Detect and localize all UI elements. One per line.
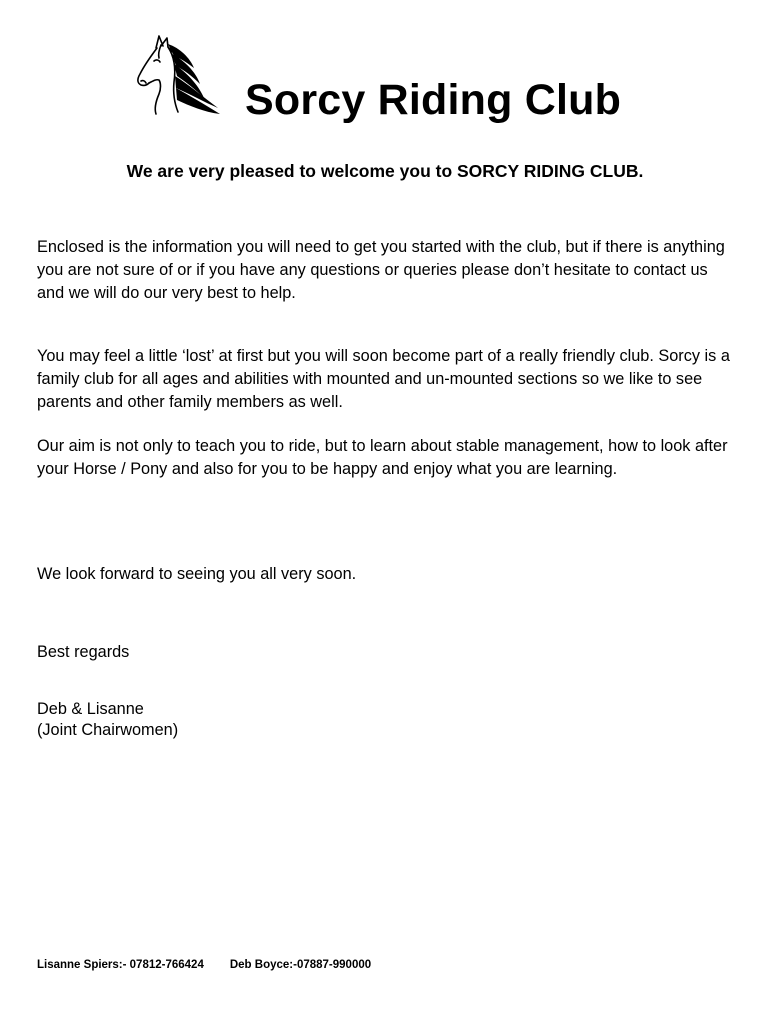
sign-off: Best regards	[37, 643, 130, 661]
intro-paragraph: Enclosed is the information you will need to get you started with the club, but if there is anything you are not sure of or if you have any questions or queries please don’t hesitate to contact us and we will do our very best to help.	[37, 238, 725, 302]
aims-paragraph: Our aim is not only to teach you to ride, but to learn about stable management, how to look after your Horse / Pony and also for you to be happy and enjoy what you are learning.	[37, 437, 728, 478]
footer-contact-lisanne: Lisanne Spiers:- 07812-766424	[37, 959, 204, 971]
footer-contact-deb: Deb Boyce:-07887-990000	[229, 959, 372, 971]
club-description-paragraph: You may feel a little ‘lost’ at first but you will soon become part of a really friendly club. Sorcy is a family club for all ages and abilities with mounted and un-mounted sections so we like to see parents and other family members as well.	[37, 347, 730, 411]
horse-head-icon	[134, 34, 224, 116]
footer-contacts	[37, 958, 371, 972]
welcome-heading: We are very pleased to welcome you to SORCY RIDING CLUB.	[126, 161, 644, 181]
signature-block	[37, 699, 178, 741]
closing-line: We look forward to seeing you all very soon.	[37, 565, 357, 583]
signer-names: Deb & Lisanne	[37, 700, 144, 718]
club-title: Sorcy Riding Club	[245, 76, 622, 124]
signer-role: (Joint Chairwomen)	[37, 721, 179, 739]
